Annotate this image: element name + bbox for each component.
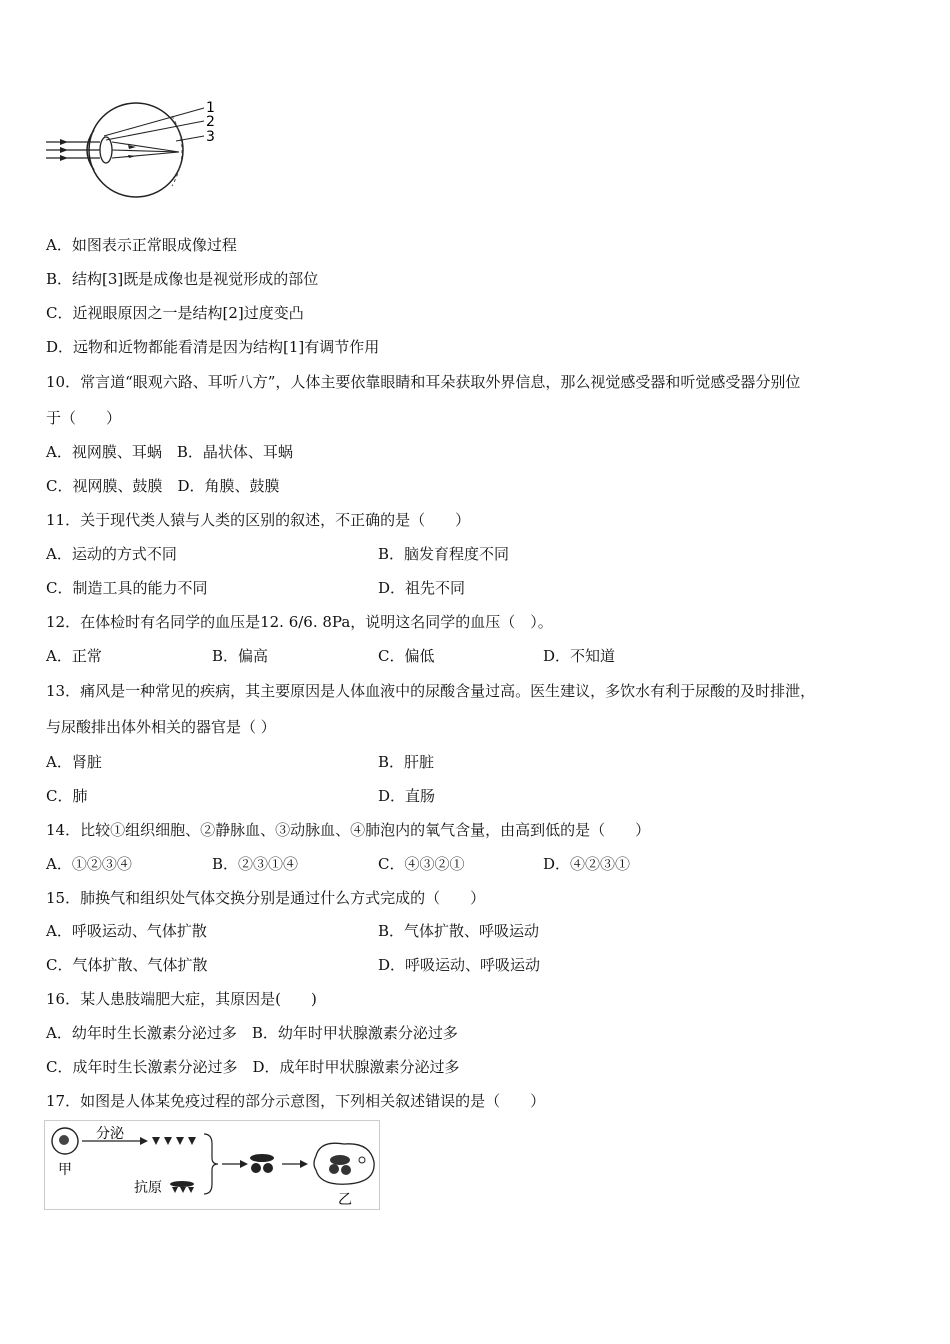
q14-option-b: B．②③①④ bbox=[212, 855, 299, 873]
q13-option-c: C．肺 bbox=[46, 787, 88, 805]
q12-option-d: D．不知道 bbox=[543, 647, 616, 665]
q13-option-d: D．直肠 bbox=[378, 787, 436, 805]
q13-option-b: B．肝脏 bbox=[378, 753, 435, 771]
antibody-icons bbox=[152, 1137, 196, 1145]
q10-options-line2: C．视网膜、鼓膜 D．角膜、鼓膜 bbox=[46, 477, 280, 495]
q12-option-b: B．偏高 bbox=[212, 647, 269, 665]
immune-diagram bbox=[44, 1120, 380, 1210]
label-secrete: 分泌 bbox=[96, 1126, 124, 1142]
q12-stem: 12．在体检时有名同学的血压是12. 6/6. 8Pa，说明这名同学的血压（ ）。 bbox=[46, 613, 553, 631]
q15-option-d: D．呼吸运动、呼吸运动 bbox=[378, 956, 541, 974]
antigen-icon bbox=[170, 1181, 194, 1193]
q9-option-a: A．如图表示正常眼成像过程 bbox=[46, 236, 237, 254]
label-jia: 甲 bbox=[58, 1162, 72, 1178]
q15-option-a: A．呼吸运动、气体扩散 bbox=[46, 922, 207, 940]
q14-option-d: D．④②③① bbox=[543, 855, 631, 873]
q12-option-c: C．偏低 bbox=[378, 647, 435, 665]
q14-stem: 14．比较①组织细胞、②静脉血、③动脉血、④肺泡内的氧气含量，由高到低的是（ ） bbox=[46, 821, 651, 839]
q9-option-c: C．近视眼原因之一是结构[2]过度变凸 bbox=[46, 304, 304, 322]
q9-option-d: D．远物和近物都能看清是因为结构[1]有调节作用 bbox=[46, 338, 380, 356]
q15-option-b: B．气体扩散、呼吸运动 bbox=[378, 922, 540, 940]
q15-option-c: C．气体扩散、气体扩散 bbox=[46, 956, 208, 974]
complex-icon bbox=[250, 1154, 274, 1173]
q11-option-d: D．祖先不同 bbox=[378, 579, 466, 597]
q17-stem: 17．如图是人体某免疫过程的部分示意图，下列相关叙述错误的是（ ） bbox=[46, 1092, 546, 1110]
q16-stem: 16．某人患肢端肥大症，其原因是( ) bbox=[46, 990, 317, 1008]
q16-options-line1: A．幼年时生长激素分泌过多 B．幼年时甲状腺激素分泌过多 bbox=[46, 1024, 458, 1042]
q13-stem-line2: 与尿酸排出体外相关的器官是（ ） bbox=[46, 718, 276, 736]
q14-option-c: C．④③②① bbox=[378, 855, 465, 873]
q10-options-line1: A．视网膜、耳蜗 B．晶状体、耳蜗 bbox=[46, 443, 293, 461]
eye-label-1: 1 bbox=[206, 100, 215, 116]
q13-option-a: A．肾脏 bbox=[46, 753, 102, 771]
q11-option-a: A．运动的方式不同 bbox=[46, 545, 177, 563]
q11-option-c: C．制造工具的能力不同 bbox=[46, 579, 208, 597]
label-yi: 乙 bbox=[338, 1192, 352, 1208]
q9-option-b: B．结构[3]既是成像也是视觉形成的部位 bbox=[46, 270, 319, 288]
q10-stem-line1: 10．常言道“眼观六路、耳听八方”，人体主要依靠眼睛和耳朵获取外界信息，那么视觉感受器和听觉感受器分别位 bbox=[46, 373, 801, 391]
q14-option-a: A．①②③④ bbox=[46, 855, 132, 873]
label-antigen: 抗原 bbox=[134, 1180, 162, 1196]
q15-stem: 15．肺换气和组织处气体交换分别是通过什么方式完成的（ ） bbox=[46, 889, 486, 907]
q11-stem: 11．关于现代类人猿与人类的区别的叙述，不正确的是（ ） bbox=[46, 511, 471, 529]
q11-option-b: B．脑发育程度不同 bbox=[378, 545, 510, 563]
eye-label-2: 2 bbox=[206, 114, 215, 130]
q10-stem-line2: 于（ ） bbox=[46, 409, 122, 427]
q16-options-line2: C．成年时生长激素分泌过多 D．成年时甲状腺激素分泌过多 bbox=[46, 1058, 460, 1076]
eye-label-3: 3 bbox=[206, 129, 215, 145]
q12-option-a: A．正常 bbox=[46, 647, 102, 665]
q13-stem-line1: 13．痛风是一种常见的疾病，其主要原因是人体血液中的尿酸含量过高。医生建议，多饮水有利于尿酸的及时排泄， bbox=[46, 682, 816, 700]
eye-diagram bbox=[44, 96, 244, 206]
